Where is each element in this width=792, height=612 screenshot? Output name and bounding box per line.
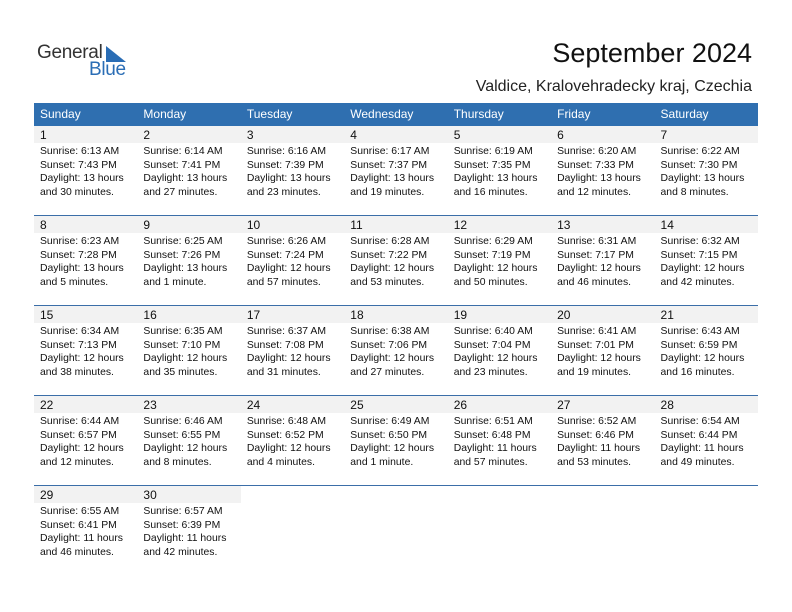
day-cell [241,396,344,485]
day-number: 21 [655,306,758,323]
sunset-time: Sunset: 6:48 PM [453,429,531,441]
sunset-time: Sunset: 6:44 PM [660,429,738,441]
daylight-hours: Daylight: 12 hours [350,443,435,454]
day-cell [137,126,240,215]
day-cell [34,396,137,485]
day-number: 26 [448,396,551,413]
location-subtitle: Valdice, Kralovehradecky kraj, Czechia [475,78,752,95]
day-cell [137,306,240,395]
day-number: 20 [551,306,654,323]
daylight-minutes: and 50 minutes. [453,276,528,288]
sunrise-time: Sunrise: 6:54 AM [660,416,740,427]
day-cell [655,396,758,485]
sunset-time: Sunset: 7:04 PM [453,339,531,351]
sunrise-time: Sunrise: 6:44 AM [40,416,120,427]
day-cell [448,216,551,305]
day-number: 8 [34,216,137,233]
day-cell [551,126,654,215]
daylight-minutes: and 49 minutes. [660,456,735,468]
daylight-hours: Daylight: 11 hours [143,533,227,544]
daylight-minutes: and 46 minutes. [557,276,632,288]
day-number: 22 [34,396,137,413]
sunset-time: Sunset: 7:28 PM [40,249,117,261]
day-number: 25 [344,396,447,413]
sunset-time: Sunset: 7:26 PM [143,249,221,261]
day-number: 15 [34,306,137,323]
daylight-hours: Daylight: 11 hours [660,443,744,454]
daylight-hours: Daylight: 13 hours [350,173,435,184]
weekday-header-cell: Friday [557,107,591,121]
daylight-hours: Daylight: 12 hours [40,353,124,364]
sunrise-time: Sunrise: 6:29 AM [453,236,533,247]
sunrise-time: Sunrise: 6:25 AM [143,236,223,247]
day-cell [137,216,240,305]
day-number: 24 [241,396,344,413]
daylight-hours: Daylight: 13 hours [143,173,228,184]
day-cell [344,396,447,485]
daylight-minutes: and 38 minutes. [40,366,114,378]
weekday-header-cell: Saturday [660,107,709,121]
sunrise-time: Sunrise: 6:41 AM [557,326,637,337]
sunset-time: Sunset: 7:41 PM [143,159,221,171]
sunrise-time: Sunrise: 6:55 AM [40,506,120,517]
day-cell [551,396,654,485]
calendar-week-row [34,306,758,396]
day-cell [34,306,137,395]
daylight-hours: Daylight: 11 hours [453,443,537,454]
sunrise-time: Sunrise: 6:46 AM [143,416,223,427]
empty-day-cell [448,486,551,575]
day-number: 12 [448,216,551,233]
page-title: September 2024 [552,38,752,68]
daylight-hours: Daylight: 12 hours [660,353,745,364]
daylight-hours: Daylight: 12 hours [453,263,538,274]
day-number: 2 [137,126,240,143]
sunrise-time: Sunrise: 6:14 AM [143,146,223,157]
day-cell [551,216,654,305]
sunrise-time: Sunrise: 6:34 AM [40,326,120,337]
day-number: 27 [551,396,654,413]
sunrise-time: Sunrise: 6:57 AM [143,506,223,517]
empty-day-cell [551,486,654,575]
day-cell [551,306,654,395]
daylight-minutes: and 1 minute. [350,456,414,468]
sunset-time: Sunset: 7:33 PM [557,159,634,171]
sunrise-time: Sunrise: 6:31 AM [557,236,637,247]
daylight-minutes: and 30 minutes. [40,186,114,198]
weekday-header-cell: Wednesday [350,107,414,121]
weekday-header-cell: Tuesday [246,107,293,121]
sunrise-time: Sunrise: 6:19 AM [453,146,533,157]
sunset-time: Sunset: 6:57 PM [40,429,117,441]
day-number: 18 [344,306,447,323]
sunset-time: Sunset: 6:41 PM [40,519,117,531]
day-cell [655,126,758,215]
daylight-minutes: and 42 minutes. [143,546,218,558]
day-number: 10 [241,216,344,233]
daylight-hours: Daylight: 12 hours [246,263,331,274]
day-number: 13 [551,216,654,233]
daylight-minutes: and 12 minutes. [557,186,632,198]
daylight-hours: Daylight: 12 hours [246,353,331,364]
sunset-time: Sunset: 6:46 PM [557,429,634,441]
daylight-minutes: and 19 minutes. [350,186,425,198]
day-number: 4 [344,126,447,143]
day-number: 14 [655,216,758,233]
day-cell [241,216,344,305]
daylight-minutes: and 57 minutes. [453,456,528,468]
day-cell [448,306,551,395]
daylight-minutes: and 53 minutes. [350,276,425,288]
day-cell [448,126,551,215]
daylight-minutes: and 23 minutes. [246,186,321,198]
daylight-minutes: and 53 minutes. [557,456,632,468]
day-cell [344,306,447,395]
daylight-hours: Daylight: 12 hours [246,443,331,454]
sunrise-time: Sunrise: 6:23 AM [40,236,120,247]
day-number: 30 [137,486,240,503]
day-cell [655,306,758,395]
day-number: 29 [34,486,137,503]
daylight-hours: Daylight: 12 hours [350,353,435,364]
daylight-hours: Daylight: 13 hours [453,173,538,184]
sunrise-time: Sunrise: 6:52 AM [557,416,637,427]
day-cell [241,126,344,215]
sunset-time: Sunset: 7:43 PM [40,159,117,171]
daylight-minutes: and 5 minutes. [40,276,109,288]
day-cell [344,126,447,215]
sunset-time: Sunset: 7:15 PM [660,249,738,261]
daylight-minutes: and 8 minutes. [660,186,729,198]
daylight-hours: Daylight: 13 hours [660,173,745,184]
weekday-header-cell: Monday [143,107,187,121]
daylight-minutes: and 4 minutes. [246,456,316,468]
sunrise-time: Sunrise: 6:35 AM [143,326,223,337]
day-number: 16 [137,306,240,323]
day-number: 23 [137,396,240,413]
day-number: 19 [448,306,551,323]
calendar-week-row [34,396,758,486]
calendar-weeks [34,126,758,575]
daylight-hours: Daylight: 12 hours [350,263,435,274]
daylight-hours: Daylight: 13 hours [557,173,641,184]
sunset-time: Sunset: 7:13 PM [40,339,117,351]
daylight-minutes: and 23 minutes. [453,366,528,378]
sunrise-time: Sunrise: 6:26 AM [246,236,326,247]
day-number: 17 [241,306,344,323]
sunset-time: Sunset: 7:37 PM [350,159,428,171]
sunset-time: Sunset: 6:59 PM [660,339,738,351]
daylight-minutes: and 31 minutes. [246,366,321,378]
logo-general-text: General [37,42,103,63]
sunset-time: Sunset: 7:06 PM [350,339,428,351]
empty-day-cell [241,486,344,575]
day-number: 11 [344,216,447,233]
sunrise-time: Sunrise: 6:43 AM [660,326,740,337]
sunset-time: Sunset: 7:01 PM [557,339,634,351]
sunrise-time: Sunrise: 6:28 AM [350,236,430,247]
daylight-hours: Daylight: 11 hours [40,533,123,544]
sunrise-time: Sunrise: 6:51 AM [453,416,533,427]
sunset-time: Sunset: 7:17 PM [557,249,634,261]
sunrise-time: Sunrise: 6:22 AM [660,146,740,157]
sunrise-time: Sunrise: 6:38 AM [350,326,430,337]
sunset-time: Sunset: 6:55 PM [143,429,221,441]
day-number: 3 [241,126,344,143]
daylight-hours: Daylight: 12 hours [660,263,745,274]
day-cell [655,216,758,305]
daylight-hours: Daylight: 13 hours [143,263,228,274]
sunset-time: Sunset: 7:35 PM [453,159,531,171]
sunrise-time: Sunrise: 6:17 AM [350,146,430,157]
day-cell [344,216,447,305]
daylight-hours: Daylight: 12 hours [143,443,228,454]
daylight-hours: Daylight: 13 hours [40,263,124,274]
day-cell [137,396,240,485]
weekday-header-cell: Thursday [453,107,504,121]
day-cell [137,486,240,575]
daylight-hours: Daylight: 12 hours [453,353,538,364]
daylight-hours: Daylight: 12 hours [557,353,641,364]
sunrise-time: Sunrise: 6:48 AM [246,416,326,427]
empty-day-cell [655,486,758,575]
sunrise-time: Sunrise: 6:40 AM [453,326,533,337]
daylight-hours: Daylight: 13 hours [40,173,124,184]
calendar-week-row [34,486,758,575]
day-number: 1 [34,126,137,143]
sunrise-time: Sunrise: 6:49 AM [350,416,430,427]
daylight-minutes: and 12 minutes. [40,456,114,468]
sunrise-time: Sunrise: 6:16 AM [246,146,326,157]
day-number: 28 [655,396,758,413]
daylight-hours: Daylight: 12 hours [40,443,124,454]
daylight-minutes: and 27 minutes. [350,366,425,378]
daylight-minutes: and 35 minutes. [143,366,218,378]
daylight-hours: Daylight: 12 hours [557,263,641,274]
daylight-minutes: and 46 minutes. [40,546,114,558]
day-number: 7 [655,126,758,143]
logo [37,42,137,82]
sunset-time: Sunset: 7:24 PM [246,249,324,261]
day-number: 9 [137,216,240,233]
weekday-header-cell: Sunday [40,107,81,121]
sunrise-time: Sunrise: 6:32 AM [660,236,740,247]
sunset-time: Sunset: 6:50 PM [350,429,428,441]
day-cell [448,396,551,485]
calendar-week-row [34,126,758,216]
sunset-time: Sunset: 7:22 PM [350,249,428,261]
calendar [34,103,758,575]
weekday-header [34,103,758,126]
sunset-time: Sunset: 6:39 PM [143,519,221,531]
day-number: 6 [551,126,654,143]
sunset-time: Sunset: 7:39 PM [246,159,324,171]
sunset-time: Sunset: 7:30 PM [660,159,738,171]
daylight-hours: Daylight: 12 hours [143,353,228,364]
sunset-time: Sunset: 7:08 PM [246,339,324,351]
daylight-minutes: and 8 minutes. [143,456,212,468]
sunset-time: Sunset: 7:10 PM [143,339,221,351]
day-number: 5 [448,126,551,143]
daylight-minutes: and 1 minute. [143,276,207,288]
daylight-minutes: and 27 minutes. [143,186,218,198]
daylight-minutes: and 16 minutes. [660,366,735,378]
daylight-hours: Daylight: 11 hours [557,443,641,454]
sunrise-time: Sunrise: 6:37 AM [246,326,326,337]
daylight-minutes: and 42 minutes. [660,276,735,288]
day-cell [241,306,344,395]
daylight-hours: Daylight: 13 hours [246,173,331,184]
daylight-minutes: and 16 minutes. [453,186,528,198]
sunset-time: Sunset: 7:19 PM [453,249,531,261]
logo-blue-text: Blue [89,59,126,80]
sunrise-time: Sunrise: 6:13 AM [40,146,120,157]
day-cell [34,126,137,215]
daylight-minutes: and 19 minutes. [557,366,632,378]
sunset-time: Sunset: 6:52 PM [246,429,324,441]
sunrise-time: Sunrise: 6:20 AM [557,146,637,157]
empty-day-cell [344,486,447,575]
calendar-week-row [34,216,758,306]
daylight-minutes: and 57 minutes. [246,276,321,288]
day-cell [34,486,137,575]
day-cell [34,216,137,305]
